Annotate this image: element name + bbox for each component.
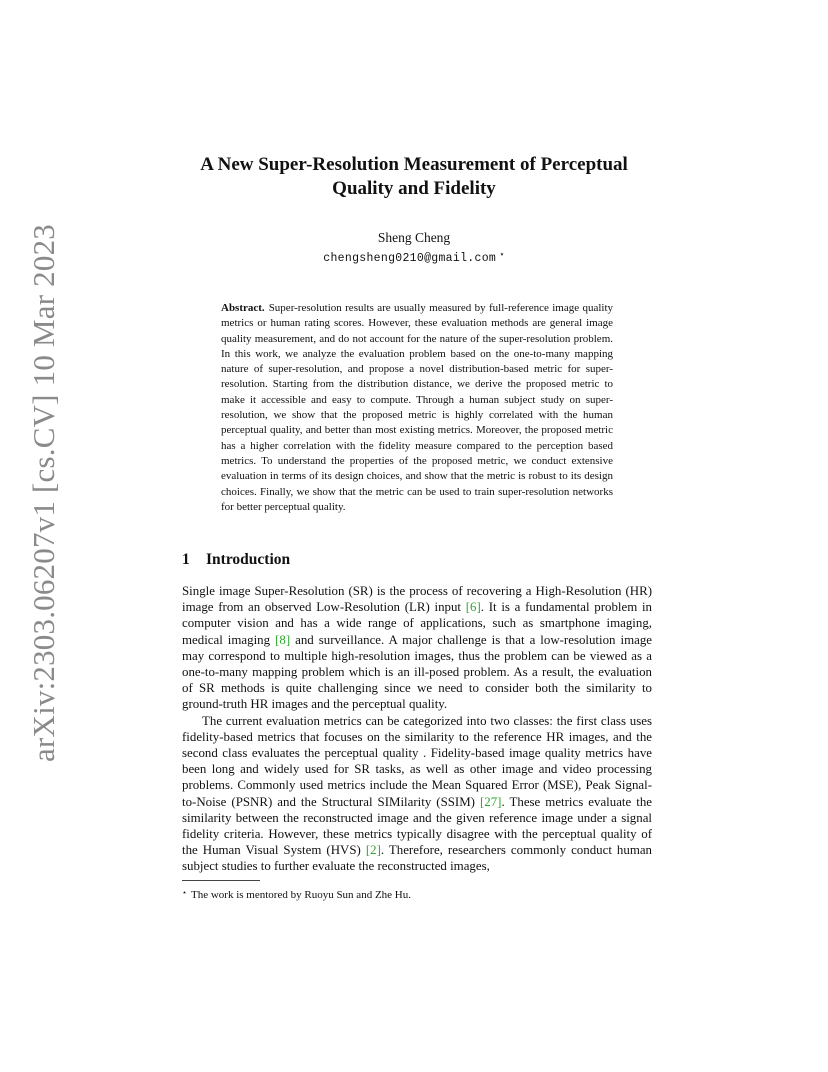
- introduction-body: [182, 583, 652, 875]
- arxiv-identifier-text: arXiv:2303.06207v1 [cs.CV] 10 Mar 2023: [26, 224, 61, 762]
- abstract: [221, 301, 613, 515]
- author-note-marker: ⋆: [499, 249, 505, 259]
- paragraph-2-text-a: The current evaluation metrics can be categorized into two classes: the first class uses fidelity-based metrics that focuses on the similarity to the reference HR images, and the second class evaluates the perceptual quality . Fidelity-based image quality metrics have been long and widely used for SR tasks, as well as other image and video processing problems. Commonly used metrics include the Mean Squared Error (MSE), Peak Signal-to-Noise (PSNR) and the Structural SIMilarity (SSIM): [182, 713, 652, 809]
- section-title: Introduction: [206, 551, 291, 568]
- paragraph-1-text-a: Single image Super-Resolution (SR) is the process of recovering a High-Resolution (HR) image from an observed Low-Resolution (LR) input: [182, 584, 652, 615]
- footnote: [182, 886, 652, 902]
- abstract-label: Abstract.: [221, 302, 265, 314]
- citation-link-2[interactable]: [2]: [365, 843, 381, 858]
- paper-title-line-1: A New Super-Resolution Measurement of Perceptual: [200, 154, 628, 175]
- author-name: Sheng Cheng: [377, 230, 451, 245]
- paragraph-1: [182, 583, 652, 713]
- paragraph-1-text-b: . It is a fundamental problem in computer vision and has a wide range of applications, such as smartphone imaging, medical imaging: [182, 600, 652, 647]
- paragraph-1-text-c: and surveillance. A major challenge is that a low-resolution image may correspond to multiple high-resolution images, thus the problem can be viewed as a one-to-many mapping problem which is an ill-posed problem. As a result, the evaluation of SR methods is quite challenging since we need to consider both the similarity to ground-truth HR images and the perceptual quality.: [182, 632, 652, 712]
- section-heading-introduction: [182, 550, 290, 570]
- paragraph-2-text-c: . Therefore, researchers commonly conduct human subject studies to further evaluate the reconstructed images,: [182, 843, 653, 874]
- paragraph-2-text-b: . These metrics evaluate the similarity between the reconstructed image and the given reference image under a signal fidelity criteria. However, these metrics typically disagree with the perceptual quality of the Human Visual System (HVS): [182, 794, 652, 858]
- citation-link-8[interactable]: [8]: [275, 632, 291, 647]
- abstract-text: Super-resolution results are usually measured by full-reference image quality metrics or human rating scores. However, these evaluation methods are general image quality measurement, and do not account for the nature of the super-resolution problem. In this work, we analyze the evaluation problem based on the one-to-many mapping nature of super-resolution, and propose a novel distribution-based metric for super-resolution. Starting from the distribution distance, we derive the proposed metric to make it accessible and easy to compute. Through a human subject study on super-resolution, we show that the proposed metric is highly correlated with the human perceptual quality, and better than most existing metrics. Moreover, the proposed metric has a higher correlation with the fidelity measure compared to the perception based metrics. To understand the properties of the proposed metric, we conduct extensive evaluation in terms of its design choices, and show that the metric is robust to its design choices. Finally, we show that the metric can be used to train super-resolution networks for better perceptual quality.: [221, 302, 613, 513]
- footnote-text: The work is mentored by Ruoyu Sun and Zhe Hu.: [191, 889, 411, 901]
- author-email: chengsheng0210@gmail.com: [323, 252, 497, 265]
- citation-link-6[interactable]: [6]: [465, 600, 481, 615]
- citation-link-27[interactable]: [27]: [480, 794, 502, 809]
- author-contact: [200, 247, 628, 266]
- paper-title: [160, 153, 668, 201]
- paragraph-2: [182, 713, 652, 875]
- footnote-marker: ⋆: [182, 888, 188, 897]
- paper-title-line-2: Quality and Fidelity: [332, 178, 496, 199]
- footnote-divider: [182, 880, 260, 881]
- section-number: 1: [182, 551, 190, 568]
